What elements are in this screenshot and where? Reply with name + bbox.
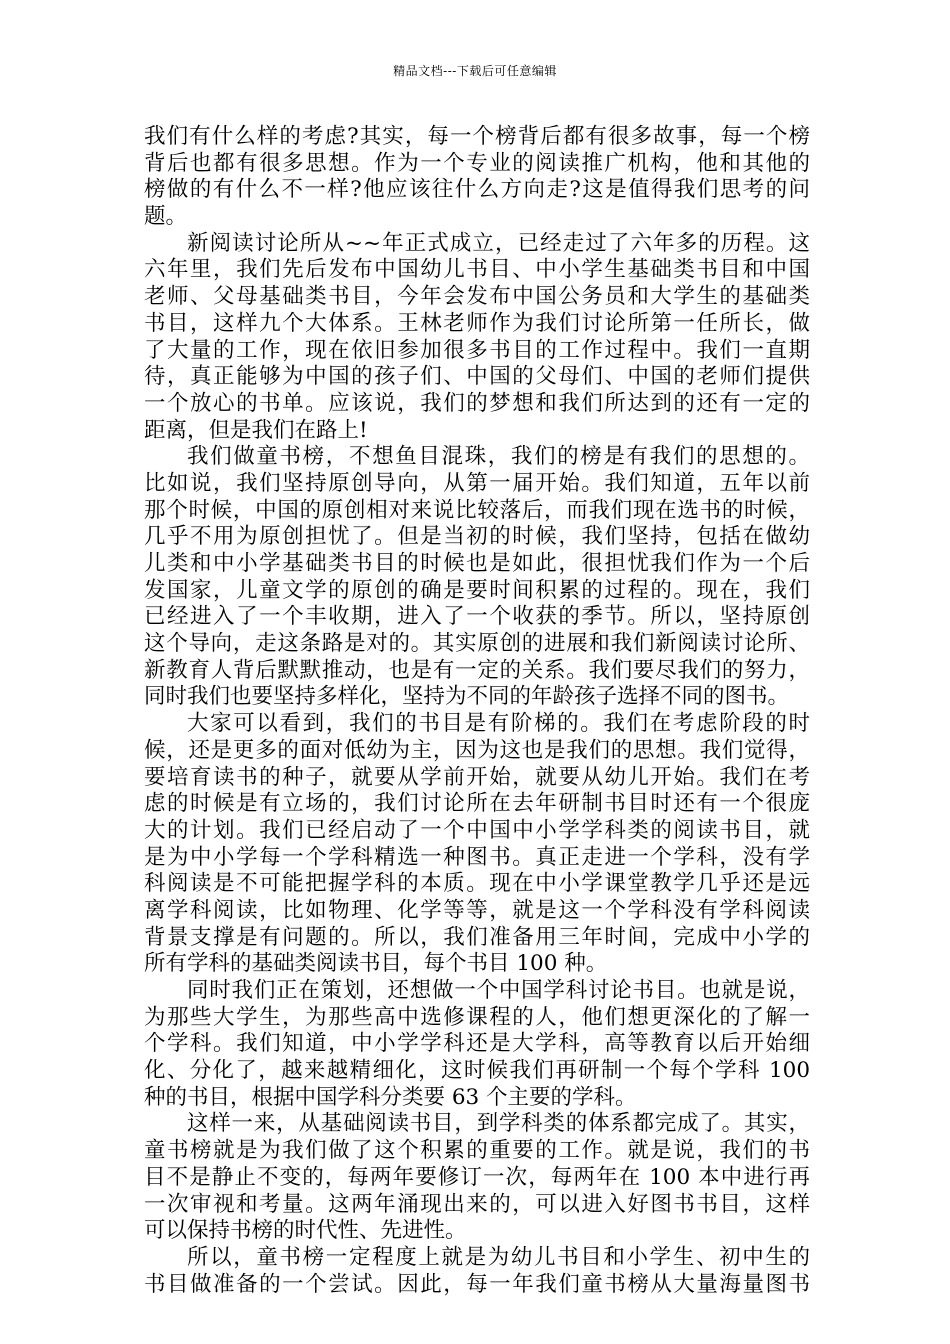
text-line: 离学科阅读，比如物理、化学等等，就是这一个学科没有学科阅读 bbox=[144, 897, 810, 923]
paragraph bbox=[144, 1111, 810, 1244]
text-line: 是为中小学每一个学科精选一种图书。真正走进一个学科，没有学 bbox=[144, 844, 810, 870]
text-line: 一个放心的书单。应该说，我们的梦想和我们所达到的还有一定的 bbox=[144, 390, 810, 416]
text-line: 几乎不用为原创担忧了。但是当初的时候，我们坚持，包括在做幼 bbox=[144, 524, 810, 550]
text-line: 候，还是更多的面对低幼为主，因为这也是我们的思想。我们觉得， bbox=[144, 737, 810, 763]
text-line: 发国家，儿童文学的原创的确是要时间积累的过程的。现在，我们 bbox=[144, 577, 810, 603]
document-body bbox=[144, 124, 810, 1298]
paragraph bbox=[144, 1245, 810, 1298]
text-line: 那个时候，中国的原创相对来说比较落后，而我们现在选书的时候， bbox=[144, 497, 810, 523]
text-line: 待，真正能够为中国的孩子们、中国的父母们、中国的老师们提供 bbox=[144, 364, 810, 390]
text-line: 老师、父母基础类书目，今年会发布中国公务员和大学生的基础类 bbox=[144, 284, 810, 310]
text-line: 榜做的有什么不一样?他应该往什么方向走?这是值得我们思考的问 bbox=[144, 177, 810, 203]
text-line: 新教育人背后默默推动，也是有一定的关系。我们要尽我们的努力， bbox=[144, 657, 810, 683]
text-line: 六年里，我们先后发布中国幼儿书目、中小学生基础类书目和中国 bbox=[144, 257, 810, 283]
text-line: 所有学科的基础类阅读书目，每个书目 100 种。 bbox=[144, 951, 608, 977]
text-line: 这个导向，走这条路是对的。其实原创的进展和我们新阅读讨论所、 bbox=[144, 631, 810, 657]
text-line: 我们做童书榜，不想鱼目混珠，我们的榜是有我们的思想的。 bbox=[187, 444, 810, 470]
text-line: 比如说，我们坚持原创导向，从第一届开始。我们知道，五年以前 bbox=[144, 470, 810, 496]
text-line: 为那些大学生，为那些高中选修课程的人，他们想更深化的了解一 bbox=[144, 1004, 810, 1030]
text-line: 虑的时候是有立场的，我们讨论所在去年研制书目时还有一个很庞 bbox=[144, 791, 810, 817]
paragraph bbox=[144, 711, 810, 978]
text-line: 距离，但是我们在路上! bbox=[144, 417, 368, 443]
text-line: 要培育读书的种子，就要从学前开始，就要从幼儿开始。我们在考 bbox=[144, 764, 810, 790]
page-header: 精品文档---下载后可任意编辑 bbox=[393, 64, 557, 78]
text-line: 题。 bbox=[144, 204, 188, 230]
text-line: 我们有什么样的考虑?其实，每一个榜背后都有很多故事，每一个榜 bbox=[144, 124, 810, 149]
text-line: 大家可以看到，我们的书目是有阶梯的。我们在考虑阶段的时 bbox=[187, 711, 810, 737]
paragraph bbox=[144, 124, 810, 231]
text-line: 目不是静止不变的，每两年要修订一次，每两年在 100 本中进行再 bbox=[144, 1164, 810, 1190]
paragraph bbox=[144, 444, 810, 711]
text-line: 了大量的工作，现在依旧参加很多书目的工作过程中。我们一直期 bbox=[144, 337, 810, 363]
text-line: 童书榜就是为我们做了这个积累的重要的工作。就是说，我们的书 bbox=[144, 1138, 810, 1164]
text-line: 背后也都有很多思想。作为一个专业的阅读推广机构，他和其他的 bbox=[144, 150, 810, 176]
text-line: 科阅读是不可能把握学科的本质。现在中小学课堂教学几乎还是远 bbox=[144, 871, 810, 897]
text-line: 同时我们正在策划，还想做一个中国学科讨论书目。也就是说， bbox=[187, 978, 810, 1003]
text-line: 儿类和中小学基础类书目的时候也是如此，很担忧我们作为一个后 bbox=[144, 551, 810, 576]
text-line: 书目，这样九个大体系。王林老师作为我们讨论所第一任所长，做 bbox=[144, 310, 810, 336]
text-line: 同时我们也要坚持多样化，坚持为不同的年龄孩子选择不同的图书。 bbox=[144, 684, 790, 710]
text-line: 所以，童书榜一定程度上就是为幼儿书目和小学生、初中生的 bbox=[187, 1244, 810, 1270]
text-line: 书目做准备的一个尝试。因此，每一年我们童书榜从大量海量图书 bbox=[144, 1271, 810, 1297]
paragraph bbox=[144, 978, 810, 1111]
text-line: 可以保持书榜的时代性、先进性。 bbox=[144, 1218, 467, 1244]
text-line: 大的计划。我们已经启动了一个中国中小学学科类的阅读书目，就 bbox=[144, 817, 810, 843]
text-line: 已经进入了一个丰收期，进入了一个收获的季节。所以，坚持原创 bbox=[144, 604, 810, 630]
text-line: 种的书目，根据中国学科分类要 63 个主要的学科。 bbox=[144, 1084, 637, 1110]
paragraph bbox=[144, 231, 810, 445]
text-line: 新阅读讨论所从~~年正式成立，已经走过了六年多的历程。这 bbox=[187, 230, 810, 256]
text-line: 化、分化了，越来越精细化，这时候我们再研制一个每个学科 100 bbox=[144, 1058, 810, 1084]
text-line: 背景支撑是有问题的。所以，我们准备用三年时间，完成中小学的 bbox=[144, 924, 810, 950]
text-line: 个学科。我们知道，中小学学科还是大学科，高等教育以后开始细 bbox=[144, 1031, 810, 1057]
text-line: 一次审视和考量。这两年涌现出来的，可以进入好图书书目，这样 bbox=[144, 1191, 810, 1217]
text-line: 这样一来，从基础阅读书目，到学科类的体系都完成了。其实， bbox=[187, 1111, 810, 1137]
